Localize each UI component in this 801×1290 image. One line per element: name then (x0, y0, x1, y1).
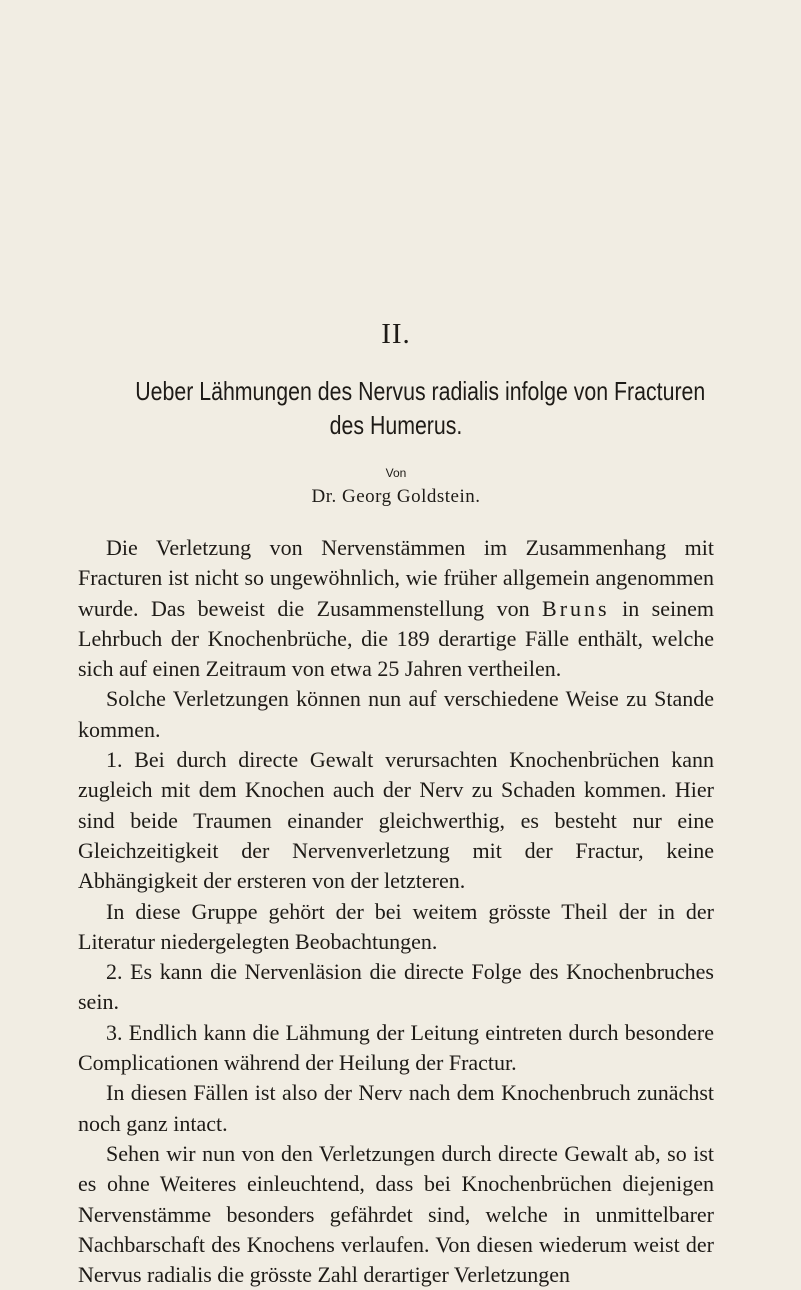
paragraph-2: Solche Verletzungen können nun auf verschiedene Weise zu Stande kommen. (78, 686, 714, 742)
title-line-1: Ueber Lähmungen des Nervus radialis infolge von Fracturen (135, 376, 706, 406)
article-body (78, 533, 714, 1290)
paragraph-1-text-b: in seinem Lehrbuch der Knochenbrüche, die 189 derartige Fälle enthält, welche sich auf einen Zeitraum von etwa 25 Jahren vertheilen. (78, 595, 714, 682)
paragraph-1-text-a: Die Verletzung von Nervenstämmen im Zusammenhang mit Fracturen ist nicht so ungewöhnlich, wie früher allgemein angenommen wurde. Das beweist die Zusammenstellung von (78, 535, 714, 621)
chapter-number: II. (381, 318, 411, 350)
author-name: Dr. Georg Goldstein. (311, 486, 481, 507)
paragraph-3: 1. Bei durch directe Gewalt verursachten Knochenbrüchen kann zugleich mit dem Knochen auch der Nerv zu Schaden kommen. Hier sind beide Traumen einander gleichwerthig, es besteht nur eine Gleichzeitigkeit der Nervenverletzung mit der Fractur, keine Abhängigkeit der ersteren von der letzteren. (78, 747, 714, 894)
paragraph-6: 3. Endlich kann die Lähmung der Leitung eintreten durch besondere Complicationen während der Heilung der Fractur. (78, 1019, 714, 1076)
title-line-2: des Humerus. (329, 410, 463, 440)
paragraph-1 (78, 533, 714, 684)
article-title (135, 374, 706, 442)
cited-author-bruns: Bruns (542, 595, 610, 621)
paragraph-5: 2. Es kann die Nervenläsion die directe Folge des Knochenbruches sein. (78, 959, 714, 1015)
paragraph-4: In diese Gruppe gehört der bei weitem grösste Theil der in der Literatur niedergelegten Beobachtungen. (78, 898, 714, 954)
paragraph-8: Sehen wir nun von den Verletzungen durch directe Gewalt ab, so ist es ohne Weiteres einleuchtend, dass bei Knochenbrüchen diejenigen Nervenstämme besonders gefährdet sind, welche in unmittelbarer Nachbarschaft des Knochens verlaufen. Von diesen wiederum weist der Nervus radialis die grösste Zahl derartiger Verletzungen (78, 1140, 714, 1288)
paragraph-7: In diesen Fällen ist also der Nerv nach dem Knochenbruch zunächst noch ganz intact. (78, 1080, 714, 1136)
byline-label: Von (385, 466, 407, 480)
